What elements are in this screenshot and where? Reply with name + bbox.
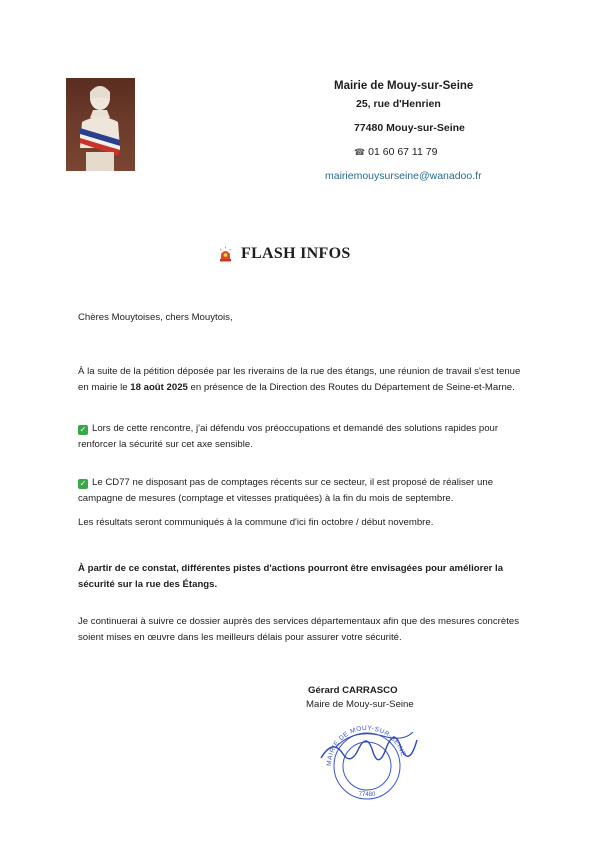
marianne-logo [66,78,135,171]
phone-icon: ☎ [354,147,366,157]
mairie-phone [354,146,437,158]
signature-block [306,684,414,712]
paragraph-followup: Je continuerai à suivre ce dossier auprès des services départementaux afin que des mesures concrètes soient mises en œuvre dans les meilleurs délais pour assurer votre sécurité. [78,616,520,643]
paragraph-meeting-text-a: À la suite de la pétition déposée par les riverains de la rue des étangs, une réunion de travail s'est tenue en mairie le [78,366,521,393]
paragraph-results: Les résultats seront communiqués à la commune d'ici fin octobre / début novembre. [78,517,434,528]
paragraph-defense [78,421,528,452]
flash-infos-heading [218,245,351,263]
mayor-name: Gérard CARRASCO [308,685,398,696]
mairie-street: 25, rue d'Henrien [356,98,441,110]
alarm-light-icon [218,246,233,262]
stamp-code: 77480 [358,792,376,798]
mairie-email[interactable]: mairiemouysurseine@wanadoo.fr [325,170,482,182]
paragraph-cd77 [78,475,528,506]
marianne-bust-icon [66,78,135,171]
paragraph-meeting [78,364,528,395]
check-box-icon: ✓ [79,425,87,434]
paragraph-meeting-text-b: en présence de la Direction des Routes du Département de Seine-et-Marne. [187,381,515,393]
paragraph-cd77-text: Le CD77 ne disposant pas de comptages récents sur ce secteur, il est proposé de réaliser une campagne de mesures (comptage et vitesses pratiquées) à la fin du mois de septembre. [78,477,494,504]
meeting-date: 18 août 2025 [130,381,188,393]
paragraph-defense-text: Lors de cette rencontre, j'ai défendu vos préoccupations et demandé des solutions rapides pour renforcer la sécurité sur cet axe sensible. [78,423,499,450]
paragraph-actions: À partir de ce constat, différentes pistes d'actions pourront être envisagées pour améliorer la sécurité sur la rue des Étangs. [78,563,504,590]
official-stamp [313,718,421,800]
check-box-icon: ✓ [79,479,87,488]
flash-infos-title: FLASH INFOS [241,245,351,262]
mayor-role: Maire de Mouy-sur-Seine [306,699,414,710]
mairie-name: Mairie de Mouy-sur-Seine [334,80,474,92]
greeting: Chères Mouytoises, chers Mouytois, [78,312,233,323]
stamp-ring-text: MAIRIE DE MOUY-SUR-SEINE [325,724,407,767]
mairie-city: 77480 Mouy-sur-Seine [354,122,465,134]
phone-number: 01 60 67 11 79 [368,146,438,158]
